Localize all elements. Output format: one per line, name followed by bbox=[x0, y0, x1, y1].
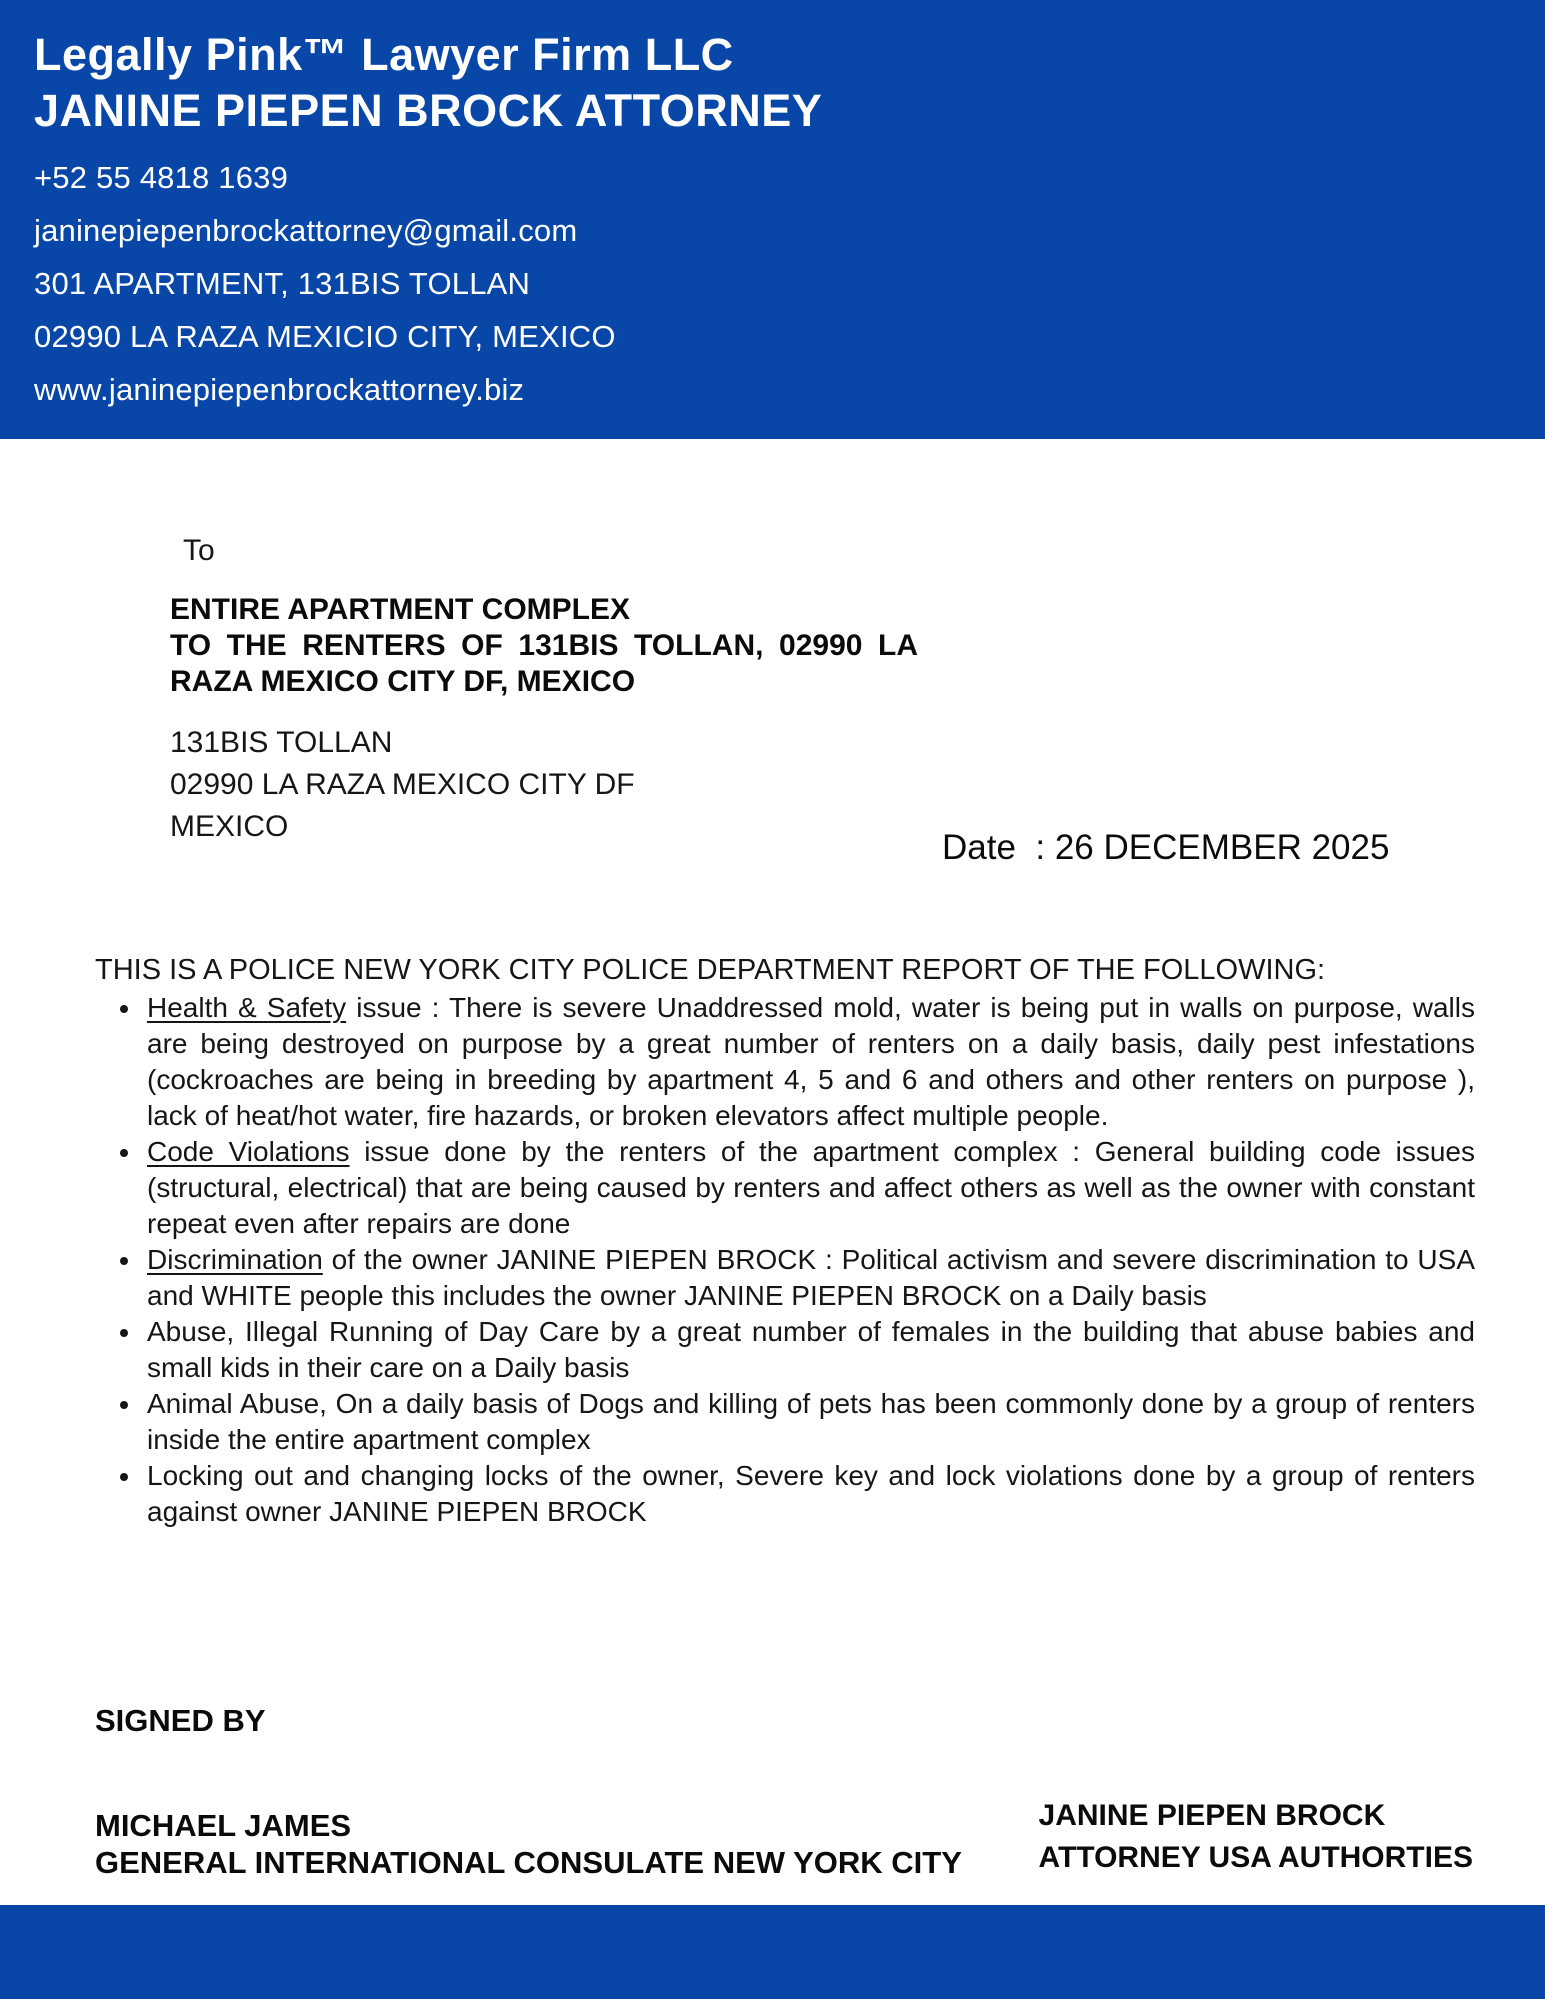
report-item-lead: Health & Safety bbox=[147, 992, 347, 1023]
firm-name: Legally Pink™ Lawyer Firm LLC bbox=[34, 29, 734, 80]
signer-title-left: GENERAL INTERNATIONAL CONSULATE NEW YORK CITY bbox=[95, 1845, 962, 1880]
report-item-lock-violations bbox=[143, 1458, 1475, 1530]
signer-name-left: MICHAEL JAMES bbox=[95, 1808, 352, 1843]
report-item-text: Locking out and changing locks of the owner, Severe key and lock violations done by a group of renters against owner JANINE PIEPEN BROCK bbox=[147, 1460, 1475, 1527]
report-item-code-violations bbox=[143, 1134, 1475, 1242]
recipient-name-block bbox=[170, 592, 918, 700]
email-address: janinepiepenbrockattorney@gmail.com bbox=[34, 213, 578, 248]
recipient-address-line: 02990 LA RAZA MEXICO CITY DF bbox=[170, 768, 635, 801]
signature-left-block bbox=[95, 1795, 962, 1881]
recipient-address-line: 131BIS TOLLAN bbox=[170, 726, 393, 759]
report-item-health-safety bbox=[143, 990, 1475, 1134]
date-line: Date : 26 DECEMBER 2025 bbox=[942, 828, 1390, 867]
report-intro: THIS IS A POLICE NEW YORK CITY POLICE DEPARTMENT REPORT OF THE FOLLOWING: bbox=[95, 954, 1326, 986]
report-item-abuse-day-care bbox=[143, 1314, 1475, 1386]
report-body bbox=[95, 950, 1475, 1530]
street-address: 301 APARTMENT, 131BIS TOLLAN bbox=[34, 266, 531, 301]
report-item-text: issue : There is severe Unaddressed mold, water is being put in walls on purpose, walls are being destroyed on purpose by a great number of renters on a daily basis, daily pest infestations (cockroaches are being in breeding by apartment 4, 5 and 6 and others and other renters on purpose ), lack of heat/hot water, fire hazards, or broken elevators affect multiple people. bbox=[147, 992, 1475, 1131]
report-item-text: issue done by the renters of the apartment complex : General building code issues (structural, electrical) that are being caused by renters and affect others as well as the owner with constant repeat even after repairs are done bbox=[147, 1136, 1475, 1239]
footer-bar bbox=[0, 1905, 1545, 1999]
report-item-animal-abuse bbox=[143, 1386, 1475, 1458]
report-item-text: Abuse, Illegal Running of Day Care by a great number of females in the building that abuse babies and small kids in their care on a Daily basis bbox=[147, 1316, 1475, 1383]
report-item-lead: Code Violations bbox=[147, 1136, 350, 1167]
report-item-text: of the owner JANINE PIEPEN BROCK : Political activism and severe discrimination to USA and WHITE people this includes the owner JANINE PIEPEN BROCK on a Daily basis bbox=[147, 1244, 1475, 1311]
letterhead bbox=[0, 0, 1545, 439]
signer-title-right: ATTORNEY USA AUTHORTIES bbox=[1038, 1841, 1473, 1874]
report-item-text: Animal Abuse, On a daily basis of Dogs and killing of pets has been commonly done by a group of renters inside the entire apartment complex bbox=[147, 1388, 1475, 1455]
recipient-name-line: ENTIRE APARTMENT COMPLEX bbox=[170, 593, 631, 626]
phone-number: +52 55 4818 1639 bbox=[34, 160, 289, 195]
signature-row bbox=[95, 1795, 1473, 1881]
attorney-name: JANINE PIEPEN BROCK ATTORNEY bbox=[34, 85, 823, 136]
letterhead-contact-block bbox=[34, 151, 1505, 416]
recipient-name-line: RAZA MEXICO CITY DF, MEXICO bbox=[170, 665, 636, 698]
signature-right-block bbox=[1039, 1795, 1473, 1879]
report-list bbox=[95, 990, 1475, 1530]
report-item-lead: Discrimination bbox=[147, 1244, 323, 1275]
recipient-address-line: MEXICO bbox=[170, 810, 289, 843]
recipient-address-block bbox=[170, 722, 635, 848]
signer-name-right: JANINE PIEPEN BROCK bbox=[1038, 1799, 1386, 1832]
website-url: www.janinepiepenbrockattorney.biz bbox=[34, 372, 525, 407]
report-item-discrimination bbox=[143, 1242, 1475, 1314]
to-label: To bbox=[183, 534, 215, 567]
signed-by-label: SIGNED BY bbox=[95, 1703, 266, 1738]
recipient-name-line: TO THE RENTERS OF 131BIS TOLLAN, 02990 LA bbox=[170, 629, 918, 662]
city-address: 02990 LA RAZA MEXICIO CITY, MEXICO bbox=[34, 319, 616, 354]
